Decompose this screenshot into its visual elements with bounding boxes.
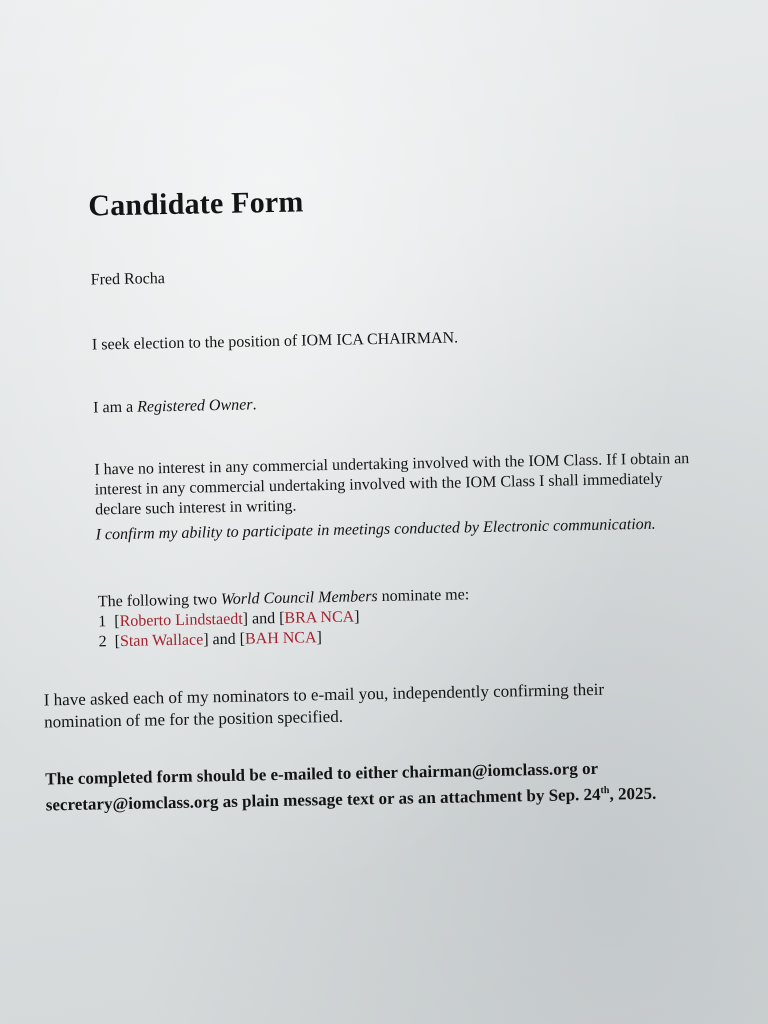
position-name: IOM ICA CHAIRMAN [301,329,455,350]
nominators-note-line-2: nomination of me for the position specified. [44,706,344,732]
owner-statement [93,394,257,418]
nominator-row-1: 1 [Roberto Lindstaedt] and [BRA NCA] [98,608,360,631]
interest-declaration-line-1: I have no interest in any commercial undertaking involved with the IOM Class. If I obtain an [94,450,690,479]
nominator-nca: BAH NCA [244,629,317,648]
submission-line-2-text: secretary@iomclass.org as plain message text or as an attachment by Sep. 24 [45,784,601,815]
nominator-number: 1 [98,613,107,631]
date-ordinal-suffix: th [600,784,610,797]
interest-declaration-line-2: interest in any commercial undertaking involved with the IOM Class I shall immediately [94,470,663,499]
nominator-nca: BRA NCA [284,608,355,627]
nominator-number: 2 [98,633,107,651]
owner-statement-suffix: . [252,396,257,414]
interest-declaration-line-3: declare such interest in writing. [94,497,297,519]
candidate-name: Fred Rocha [90,270,166,289]
nomination-term: World Council Members [220,588,378,609]
nominators-note-line-1: I have asked each of my nominators to e-mail you, independently confirming their [43,679,605,710]
position-statement [92,327,459,355]
position-statement-suffix: . [453,329,459,347]
nominator-name: Roberto Lindstaedt [119,610,243,631]
submission-year: , 2025. [609,783,657,804]
nomination-intro-prefix: The following two [97,591,222,611]
form-title: Candidate Form [87,185,304,223]
nominator-row-2: 2 [Stan Wallace] and [BAH NCA] [98,629,323,651]
submission-line-1: The completed form should be e-mailed to either chairman@iomclass.org or [45,758,599,789]
electronic-confirmation: I confirm my ability to participate in meetings conducted by Electronic communication. [95,515,656,544]
owner-statement-prefix: I am a [93,398,138,417]
nominator-name: Stan Wallace [119,631,204,651]
owner-status: Registered Owner [136,396,253,416]
nomination-intro-suffix: nominate me: [377,586,470,606]
position-statement-prefix: I seek election to the position of [91,332,302,354]
